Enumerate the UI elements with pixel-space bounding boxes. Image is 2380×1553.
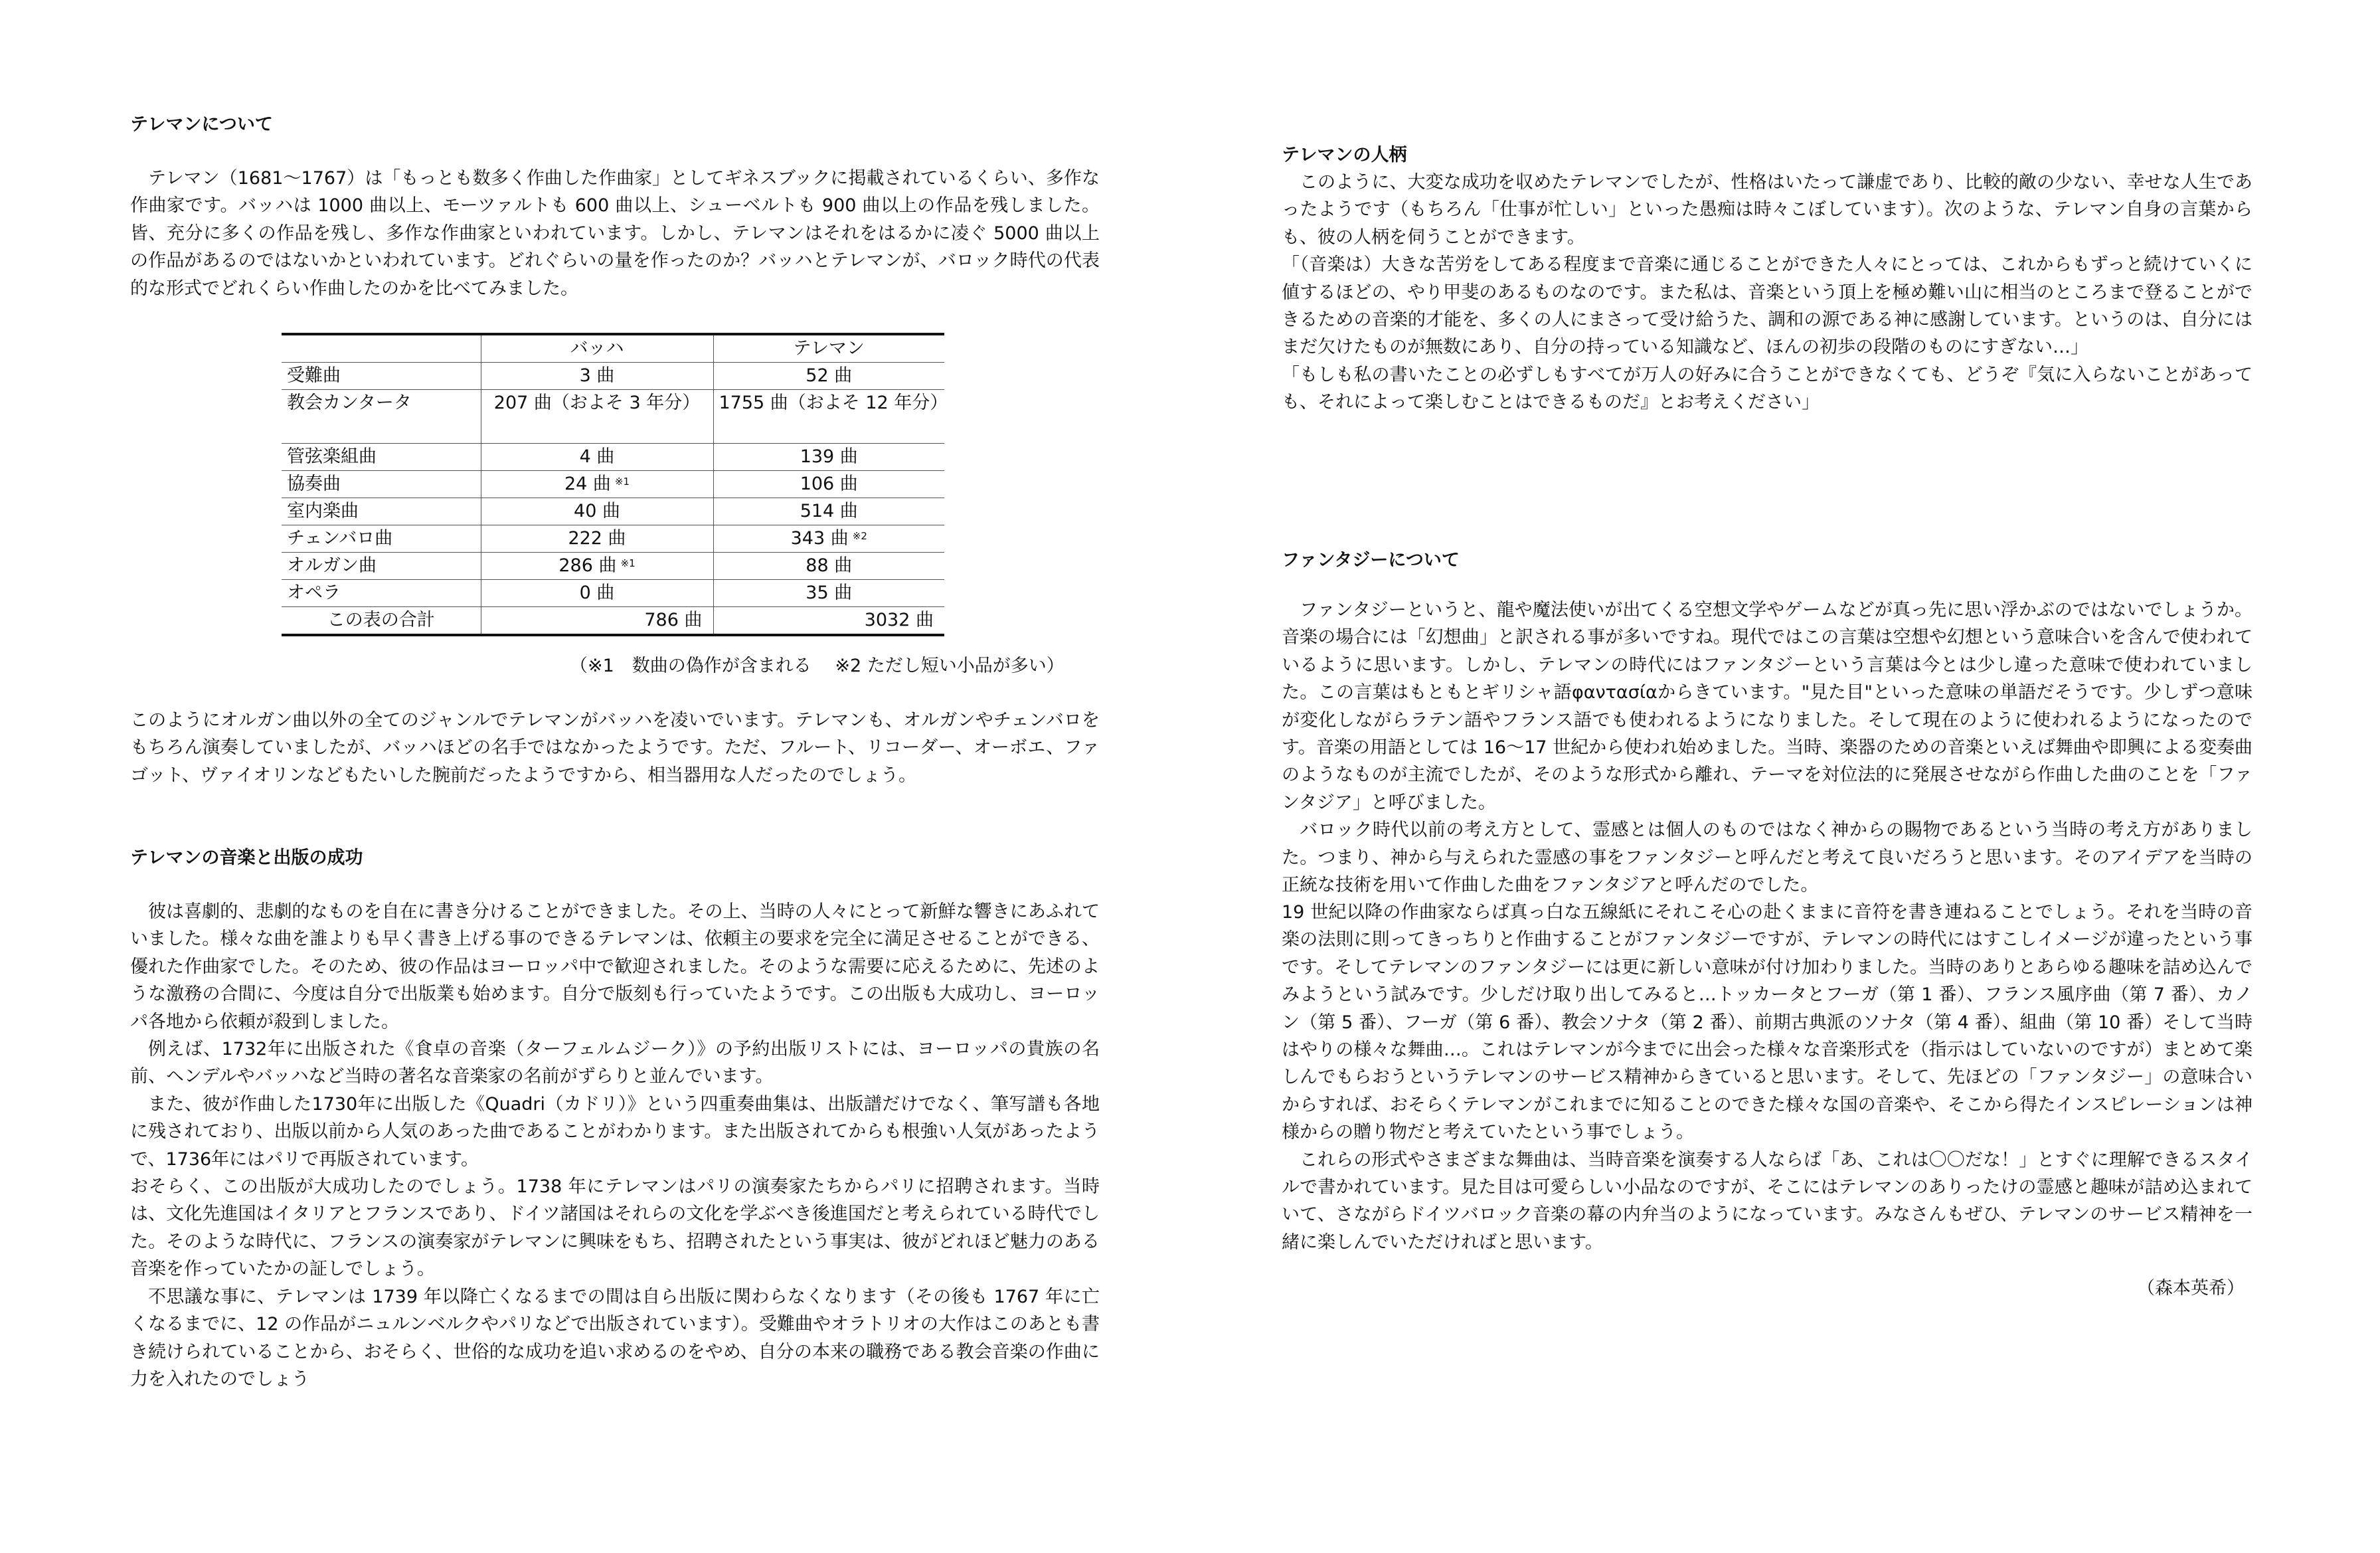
table-header-bach: バッハ [481,334,713,363]
table-row [282,580,944,607]
table-cell-telemann: 514 曲 [713,498,944,525]
table-cell-genre: オペラ [282,580,481,607]
table-row [282,553,944,580]
table-cell-telemann: 139 曲 [713,444,944,471]
publishing-paragraph: また、彼が作曲した1730年に出版した《Quadri（カドリ）》という四重奏曲集は、出版譜だけでなく、筆写譜も各地に残されており、出版以前から人気のあった曲であることがわかります。また出版されてからも根強い人気があったようで、1736年にはパリで再版されています。 [130,1093,1100,1170]
table-row [282,390,944,444]
table-cell-telemann: 343 曲 $^{※2}$ [713,525,944,553]
table-header-telemann: テレマン [713,334,944,363]
footnote-mark: ※2 [852,530,867,542]
table-cell-telemann: 35 曲 [713,580,944,607]
heading-fantasy: ファンタジーについて [1282,550,1460,571]
publishing-paragraph: 不思議な事に、テレマンは 1739 年以降亡くなるまでの間は自ら出版に関わらなくなります（その後も 1767 年に亡くなるまでに、12 の作品がニュルンベルクやパリなどで出版されています）。受難曲やオラトリオの大作はこのあとも書き続けられていることから、おそらく、世俗的な成功を追い求めるのをやめ、自分の本来の職務である教会音楽の作曲に力を入れたのでしょう [130,1286,1100,1390]
fantasy-text-a [1282,596,2252,899]
table-row [282,471,944,498]
fantasy-paragraph: これらの形式やさまざまな舞曲は、当時音楽を演奏する人ならば「あ、これは〇〇だな！」とすぐに理解できるスタイルで書かれています。見た目は可愛らしい小品なのですが、そこにはテレマンのありったけの霊感と趣味が詰め込まれていて、さながらドイツバロック音楽の幕の内弁当のようになっています。みなさんもぜひ、テレマンのサービス精神を一緒に楽しんでいただければと思います。 [1282,1149,2252,1253]
table-cell-bach: 286 曲 $^{※1}$ [481,553,713,580]
table-cell-genre: オルガン曲 [282,553,481,580]
table-cell-bach: 3 曲 [481,363,713,390]
table-total-telemann: 3032 曲 [713,607,944,636]
table-cell-bach: 24 曲 $^{※1}$ [481,471,713,498]
heading-music-publishing: テレマンの音楽と出版の成功 [130,848,363,868]
table-cell-genre: チェンバロ曲 [282,525,481,553]
table-cell-telemann: 106 曲 [713,471,944,498]
personality-quote: 「もしも私の書いたことの必ずしもすべてが万人の好みに合うことができなくても、どうぞ『気に入らないことがあっても、それによって楽しむことはできるものだ』とお考えください」 [1282,364,2252,413]
table-total-row [282,607,944,636]
heading-about-telemann: テレマンについて [130,114,273,135]
table-total-bach: 786 曲 [481,607,713,636]
fantasy-text-b [1282,899,2252,1256]
author-signature: （森本英希） [2137,1278,2245,1299]
table-cell-bach: 40 曲 [481,498,713,525]
footnote-mark: ※1 [620,557,636,569]
intro-paragraph: テレマン（1681〜1767）は「もっとも数多く作曲した作曲家」としてギネスブックに掲載されているくらい、多作な作曲家です。バッハは 1000 曲以上、モーツァルトも 600 曲以上、シューベルトも 900 曲以上の作品を残しました。皆、充分に多くの作品を残し、多作な作曲家といわれています。しかし、テレマンはそれをはるかに凌ぐ 5000 曲以上の作品があるのではないかといわれています。どれぐらいの量を作ったのか？バッハとテレマンが、バロック時代の代表的な形式でどれくらい作曲したのかを比べてみました。 [130,168,1100,299]
table-cell-telemann: 52 曲 [713,363,944,390]
table-cell-bach: 222 曲 [481,525,713,553]
table-cell-bach: 0 曲 [481,580,713,607]
works-comparison-table [282,333,948,636]
after-table-paragraph: このようにオルガン曲以外の全てのジャンルでテレマンがバッハを凌いでいます。テレマンも、オルガンやチェンバロをもちろん演奏していましたが、バッハほどの名手ではなかったようです。ただ、フルート、リコーダー、オーボエ、ファゴット、ヴァイオリンなどもたいした腕前だったようですから、相当器用な人だったのでしょう。 [130,710,1100,786]
personality-quote: 「（音楽は）大きな苦労をしてある程度まで音楽に通じることができた人々にとっては、これからもずっと続けていくに値するほどの、やり甲斐のあるものなのです。また私は、音楽という頂上を極め難い山に相当のところまで登ることができるための音楽的才能を、多くの人にまさって受け給うた、調和の源である神に感謝しています。というのは、自分にはまだ欠けたものが無数にあり、自分の持っている知識など、ほんの初歩の段階のものにすぎない…」 [1282,254,2252,358]
table-cell-bach: 4 曲 [481,444,713,471]
fantasy-paragraph: ファンタジーというと、龍や魔法使いが出てくる空想文学やゲームなどが真っ先に思い浮かぶのではないでしょうか。音楽の場合には「幻想曲」と訳される事が多いですね。現代ではこの言葉は空想や幻想という意味合いを含んで使われているように思います。しかし、テレマンの時代にはファンタジーという言葉は今とは少し違った意味で使われていました。この言葉はもともとギリシャ語φαντασίαからきています。"見た目"といった意味の単語だそうです。少しずつ意味が変化しながらラテン語やフランス語でも使われるようになりました。そして現在のように使われるようになったのです。音楽の用語としては 16〜17 世紀から使われ始めました。当時、楽器のための音楽といえば舞曲や即興による変奏曲のようなものが主流でしたが、そのような形式から離れ、テーマを対位法的に発展させながら作曲した曲のことを「ファンタジア」と呼びました。 [1282,600,2252,813]
fantasy-paragraph: バロック時代以前の考え方として、霊感とは個人のものではなく神からの賜物であるという当時の考え方がありました。つまり、神から与えられた霊感の事をファンタジーと呼んだと考えて良いだろうと思います。そのアイデアを当時の正統な技術を用いて作曲した曲をファンタジアと呼んだのでした。 [1282,820,2252,896]
personality-paragraph: このように、大変な成功を収めたテレマンでしたが、性格はいたって謙虚であり、比較的敵の少ない、幸せな人生であったようです（もちろん「仕事が忙しい」といった愚痴は時々こぼしています）。次のような、テレマン自身の言葉からも、彼の人柄を伺うことができます。 [1282,172,2252,248]
table-cell-genre: 教会カンタータ [282,390,481,444]
table-row [282,444,944,471]
publishing-paragraph: 彼は喜劇的、悲劇的なものを自在に書き分けることができました。その上、当時の人々にとって新鮮な響きにあふれていました。様々な曲を誰よりも早く書き上げる事のできるテレマンは、依頼主の要求を完全に満足させることができる、優れた作曲家でした。そのため、彼の作品はヨーロッパ中で歓迎されました。そのような需要に応えるために、先述のような激務の合間に、今度は自分で出版業も始めます。自分で版刻も行っていたようです。この出版も大成功し、ヨーロッパ各地から依頼が殺到しました。 [130,901,1100,1032]
table-row [282,498,944,525]
publishing-paragraph: おそらく、この出版が大成功したのでしょう。1738 年にテレマンはパリの演奏家たちからパリに招聘されます。当時は、文化先進国はイタリアとフランスであり、ドイツ諸国はそれらの文化を学ぶべき後進国だと考えられている時代でした。そのような時代に、フランスの演奏家がテレマンに興味をもち、招聘されたという事実は、彼がどれほど魅力のある音楽を作っていたかの証しでしょう。 [130,1176,1100,1280]
table-cell-genre: 室内楽曲 [282,498,481,525]
table-cell-genre: 協奏曲 [282,471,481,498]
table-cell-genre: 管弦楽組曲 [282,444,481,471]
table-cell-telemann: 88 曲 [713,553,944,580]
table-cell-telemann: 1755 曲（およそ 12 年分） [713,390,944,444]
table-total-label: この表の合計 [282,607,481,636]
heading-personality: テレマンの人柄 [1282,145,1407,165]
table-row [282,525,944,553]
publishing-text [130,898,1100,1393]
table-header-row [282,334,944,363]
table-row [282,363,944,390]
table-cell-genre: 受難曲 [282,363,481,390]
table-header-genre [282,334,481,363]
fantasy-paragraph: 19 世紀以降の作曲家ならば真っ白な五線紙にそれこそ心の赴くままに音符を書き連ねることでしょう。それを当時の音楽の法則に則ってきっちりと作曲することがファンタジーですが、テレマンの時代にはすこしイメージが違ったという事です。そしてテレマンのファンタジーには更に新しい意味が付け加わりました。当時のありとあらゆる趣味を詰め込んでみようという試みです。少しだけ取り出してみると…トッカータとフーガ（第 1 番）、フランス風序曲（第 7 番）、カノン（第 5 番）、フーガ（第 6 番）、教会ソナタ（第 2 番）、前期古典派のソナタ（第 4 番）、組曲（第 10 番）そして当時はやりの様々な舞曲…。これはテレマンが今までに出会った様々な音楽形式を（指示はしていないのですが）まとめて楽しんでもらおうというテレマンのサービス精神からきていると思います。そして、先ほどの「ファンタジー」の意味合いからすれば、おそらくテレマンがこれまでに知ることのできた様々な国の音楽や、そこから得たインスピレーションは神様からの贈り物だと考えていたという事でしょう。 [1282,902,2252,1143]
table-cell-bach: 207 曲（およそ 3 年分） [481,390,713,444]
personality-text [1282,169,2252,416]
footnote-mark: ※1 [614,476,630,488]
publishing-paragraph: 例えば、1732年に出版された《食卓の音楽（ターフェルムジーク）》の予約出版リストには、ヨーロッパの貴族の名前、ヘンデルやバッハなど当時の著名な音楽家の名前がずらりと並んでいます。 [130,1039,1100,1087]
table-footnote: （※1 数曲の偽作が含まれる ※2 ただし短い小品が多い） [570,656,1064,676]
